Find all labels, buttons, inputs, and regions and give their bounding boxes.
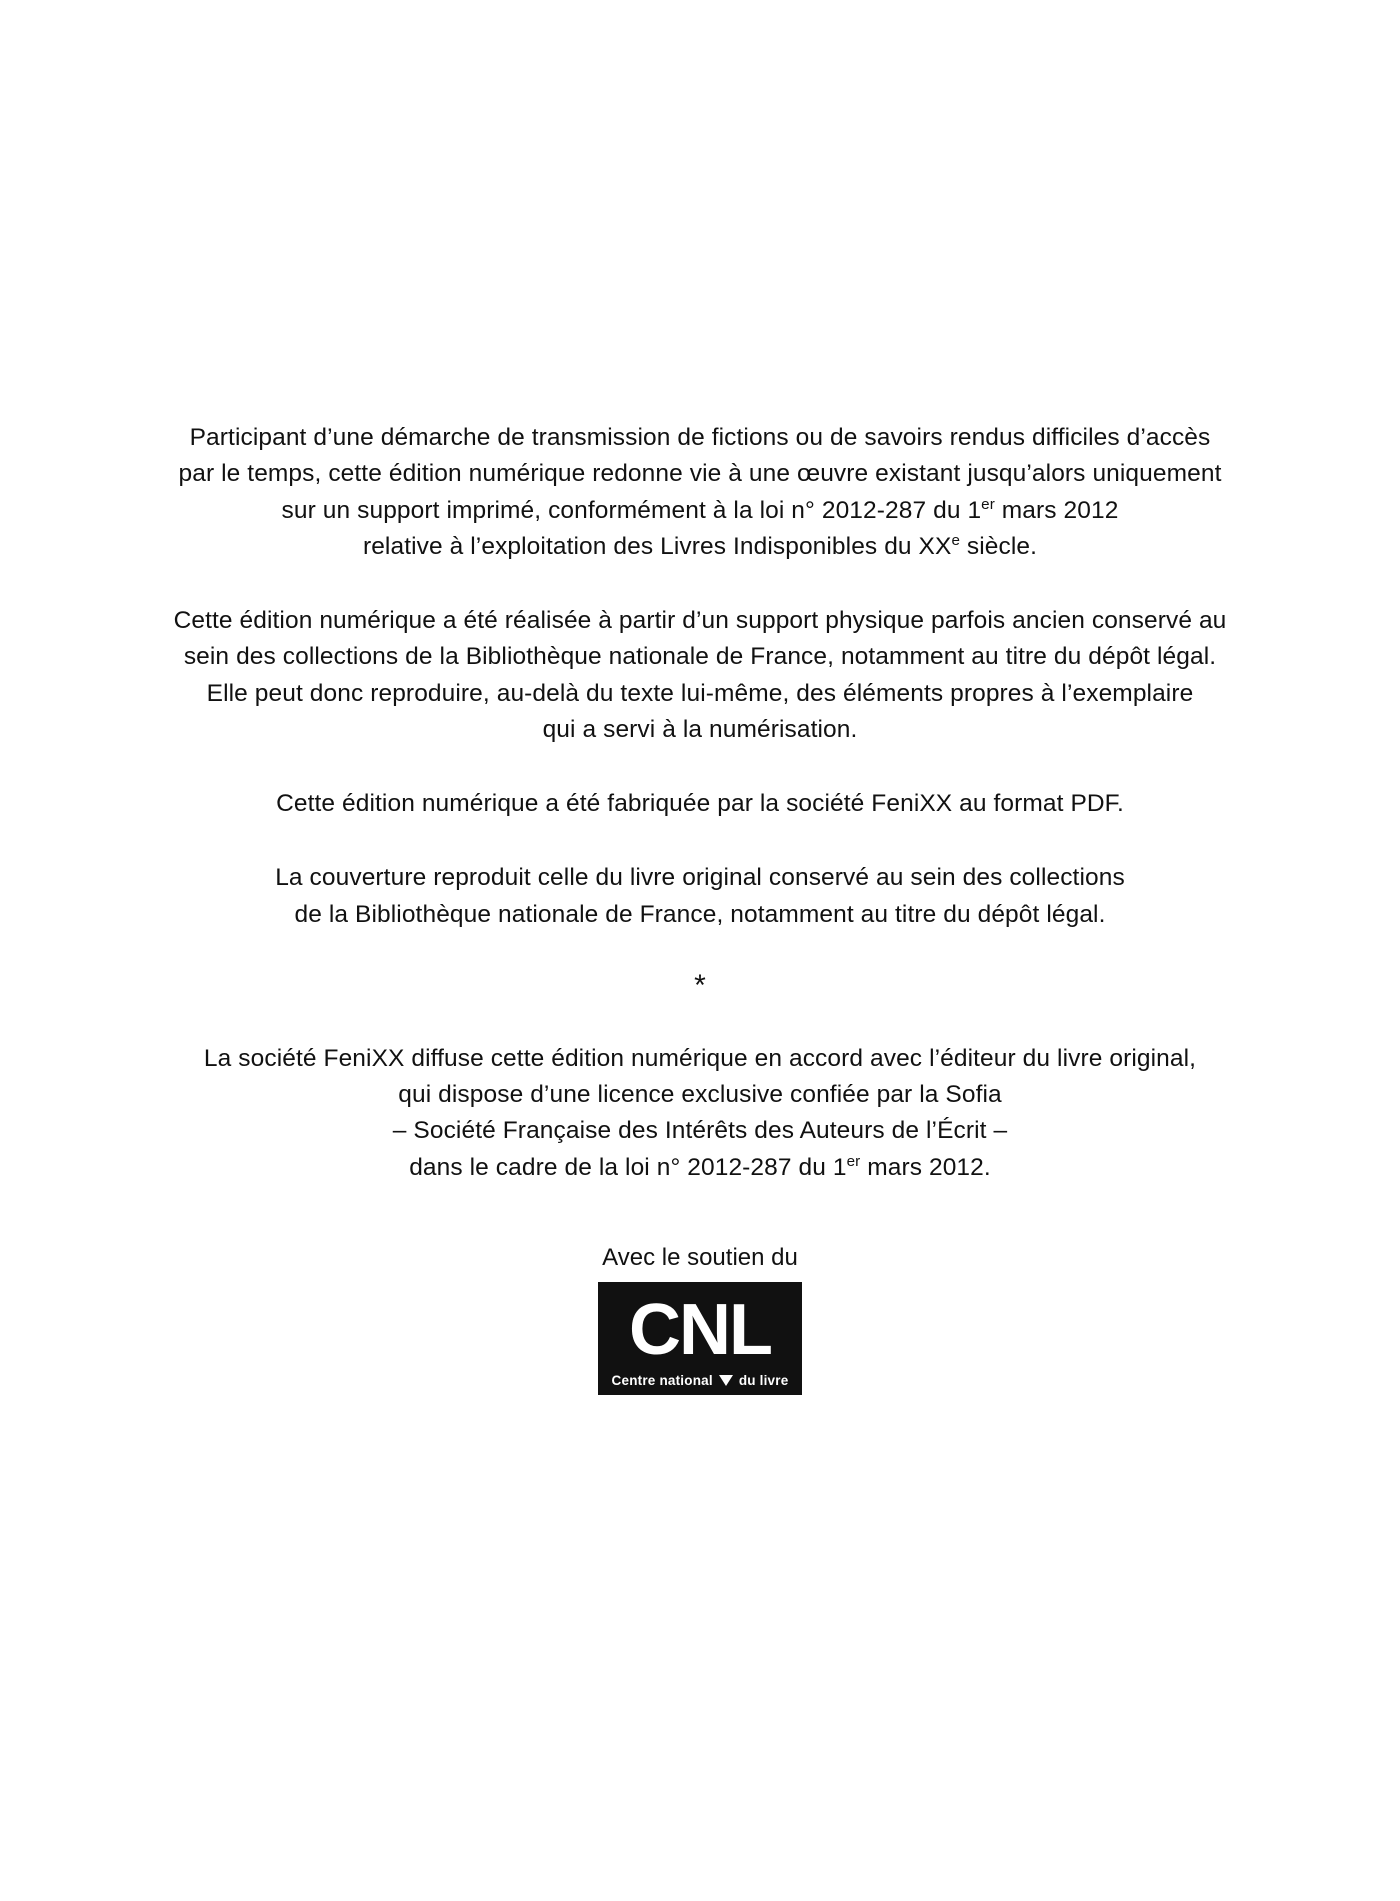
paragraph-source-line-2: sein des collections de la Bibliothèque nationale de France, notamment au titre du dépôt légal. <box>183 643 1217 671</box>
cnl-tagline-right: du livre <box>738 1372 789 1388</box>
cnl-acronym: CNL <box>629 1289 771 1370</box>
paragraph-source-line-4: qui a servi à la numérisation. <box>542 715 858 743</box>
paragraph-cover-line-2: de la Bibliothèque nationale de France, notamment au titre du dépôt légal. <box>294 900 1106 928</box>
paragraph-format <box>125 786 1275 822</box>
support-section <box>125 1244 1275 1396</box>
paragraph-format-line-1: Cette édition numérique a été fabriquée par la société FeniXX au format PDF. <box>276 790 1124 817</box>
support-label: Avec le soutien du <box>602 1243 798 1271</box>
triangle-icon <box>719 1375 733 1386</box>
paragraph-intro-line-4: relative à l’exploitation des Livres Indisponibles du XXe siècle. <box>362 531 1038 560</box>
paragraph-source <box>125 603 1275 748</box>
paragraph-diffusion-line-2: qui dispose d’une licence exclusive confiée par la Sofia <box>398 1081 1002 1108</box>
paragraph-intro <box>125 420 1275 565</box>
paragraph-diffusion <box>125 1041 1275 1186</box>
paragraph-diffusion-line-3: – Société Française des Intérêts des Auteurs de l’Écrit – <box>392 1117 1008 1145</box>
paragraph-source-line-1: Cette édition numérique a été réalisée à partir d’un support physique parfois ancien conservé au <box>173 607 1227 634</box>
section-separator: * <box>694 968 706 1002</box>
paragraph-intro-line-1: Participant d’une démarche de transmission de fictions ou de savoirs rendus difficiles d’accès <box>189 424 1211 451</box>
paragraph-intro-line-3: sur un support imprimé, conformément à la loi n° 2012-287 du 1er mars 2012 <box>281 495 1119 524</box>
paragraph-source-line-3: Elle peut donc reproduire, au-delà du texte lui-même, des éléments propres à l’exemplaire <box>206 679 1194 707</box>
legal-notice-block <box>125 420 1275 1395</box>
paragraph-diffusion-line-1: La société FeniXX diffuse cette édition numérique en accord avec l’éditeur du livre original, <box>203 1044 1197 1072</box>
paragraph-cover <box>125 860 1275 933</box>
cnl-logo <box>598 1282 803 1396</box>
cnl-tagline-left: Centre national <box>611 1372 713 1388</box>
cnl-tagline <box>612 1370 789 1388</box>
paragraph-intro-line-2: par le temps, cette édition numérique redonne vie à une œuvre existant jusqu’alors uniquement <box>178 460 1222 488</box>
paragraph-diffusion-line-4: dans le cadre de la loi n° 2012-287 du 1er mars 2012. <box>409 1152 991 1181</box>
paragraph-cover-line-1: La couverture reproduit celle du livre original conservé au sein des collections <box>275 864 1125 892</box>
